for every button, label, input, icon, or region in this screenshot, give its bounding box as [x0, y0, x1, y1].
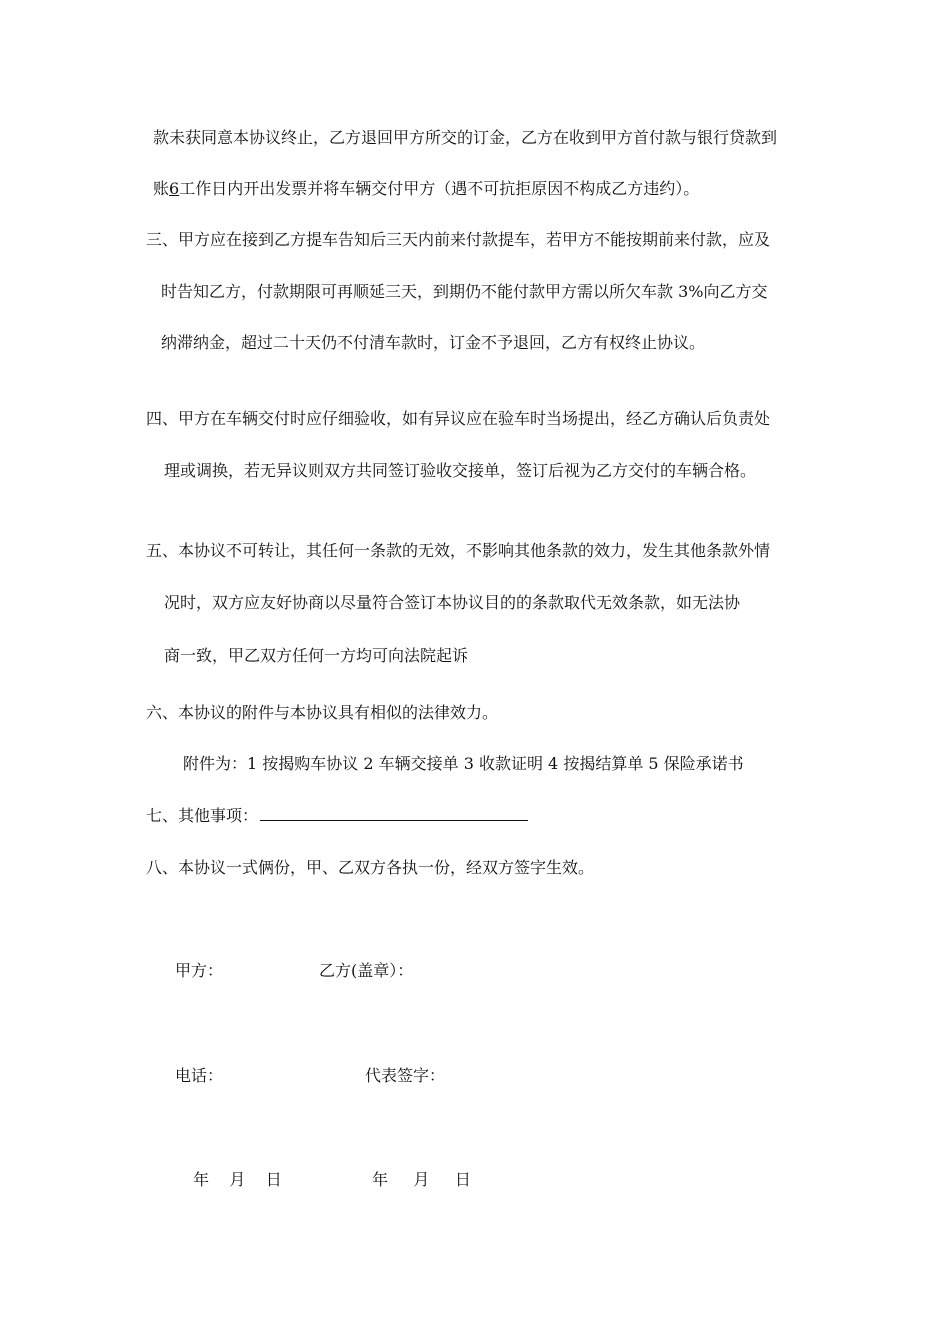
clause-7-label: 七、其他事项： [146, 806, 259, 825]
clause-4-line-1: 四、甲方在车辆交付时应仔细验收，如有异议应在验车时当场提出，经乙方确认后负责处 [146, 409, 771, 428]
clause-3-line-3: 纳滞纳金，超过二十天仍不付清车款时，订金不予退回，乙方有权终止协议。 [161, 333, 706, 352]
clause-3-line-2: 时告知乙方，付款期限可再顺延三天，到期仍不能付款甲方需以所欠车款 3%向乙方交 [161, 282, 768, 301]
clause-4-line-2: 理或调换，若无异议则双方共同签订验收交接单，签订后视为乙方交付的车辆合格。 [164, 461, 757, 480]
workday-count: 6 [169, 179, 180, 198]
party-b-date: 年 月 日 [372, 1170, 471, 1189]
attachments-line: 附件为：1 按揭购车协议 2 车辆交接单 3 收款证明 4 按揭结算单 5 保险承诺书 [183, 754, 744, 773]
party-b-label: 乙方(盖章）： [319, 961, 414, 980]
clause-5-line-3: 商一致，甲乙双方任何一方均可向法院起诉 [164, 646, 469, 665]
party-a-label: 甲方： [175, 961, 224, 980]
clause-3-line-1: 三、甲方应在接到乙方提车告知后三天内前来付款提车，若甲方不能按期前来付款，应及 [146, 230, 771, 249]
clause-2-line-3 [153, 179, 699, 199]
clause-2-text-a: 账 [153, 179, 170, 198]
clause-6-line-1: 六、本协议的附件与本协议具有相似的法律效力。 [146, 703, 499, 722]
representative-signature-label: 代表签字： [365, 1066, 446, 1085]
phone-label: 电话： [175, 1066, 224, 1085]
clause-7-line [146, 806, 528, 826]
party-a-date: 年 月 日 [193, 1170, 282, 1189]
clause-2-text-b: 工作日内开出发票并将车辆交付甲方（遇不可抗拒原因不构成乙方违约）。 [179, 179, 700, 198]
clause-8-line: 八、本协议一式俩份，甲、乙双方各执一份，经双方签字生效。 [146, 858, 595, 877]
clause-2-line-2: 款未获同意本协议终止，乙方退回甲方所交的订金，乙方在收到甲方首付款与银行贷款到 [153, 128, 778, 147]
clause-5-line-1: 五、本协议不可转让，其任何一条款的无效，不影响其他条款的效力，发生其他条款外情 [146, 541, 771, 560]
other-matters-blank [260, 806, 528, 821]
clause-5-line-2: 况时，双方应友好协商以尽量符合签订本协议目的的条款取代无效条款，如无法协 [164, 593, 741, 612]
